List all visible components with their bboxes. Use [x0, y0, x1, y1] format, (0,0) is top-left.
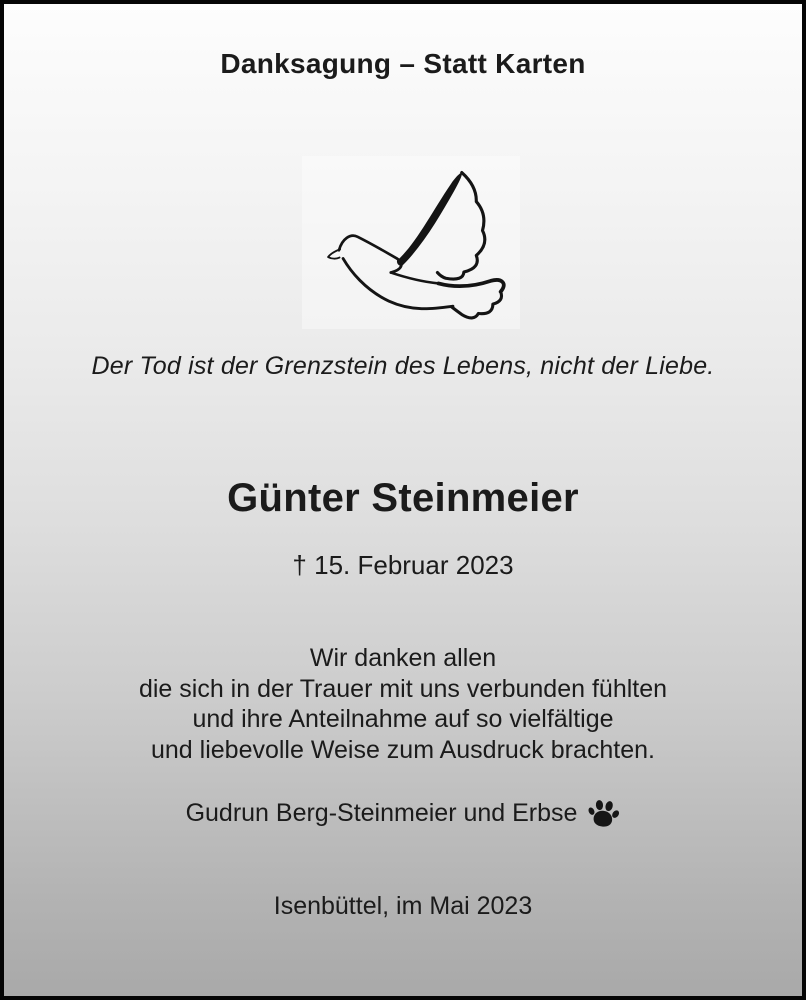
thanks-text	[4, 643, 802, 765]
death-date: † 15. Februar 2023	[292, 550, 514, 580]
thanks-line: die sich in der Trauer mit uns verbunden fühlten	[138, 674, 668, 703]
thanks-line: Wir danken allen	[309, 644, 497, 672]
place-date: Isenbüttel, im Mai 2023	[273, 892, 533, 920]
thanks-line: und liebevolle Weise zum Ausdruck brachten.	[151, 735, 655, 764]
thanks-line: und ihre Anteilnahme auf so vielfältige	[192, 705, 614, 733]
category-title: Danksagung – Statt Karten	[220, 48, 586, 79]
dove-icon	[315, 157, 507, 328]
dove-image-box	[302, 156, 520, 329]
memorial-quote: Der Tod ist der Grenzstein des Lebens, nicht der Liebe.	[91, 352, 715, 380]
deceased-name: Günter Steinmeier	[227, 476, 579, 520]
family-signature-row	[4, 797, 802, 829]
family-signature: Gudrun Berg-Steinmeier und Erbse	[185, 798, 578, 827]
paw-print-icon	[585, 797, 622, 830]
